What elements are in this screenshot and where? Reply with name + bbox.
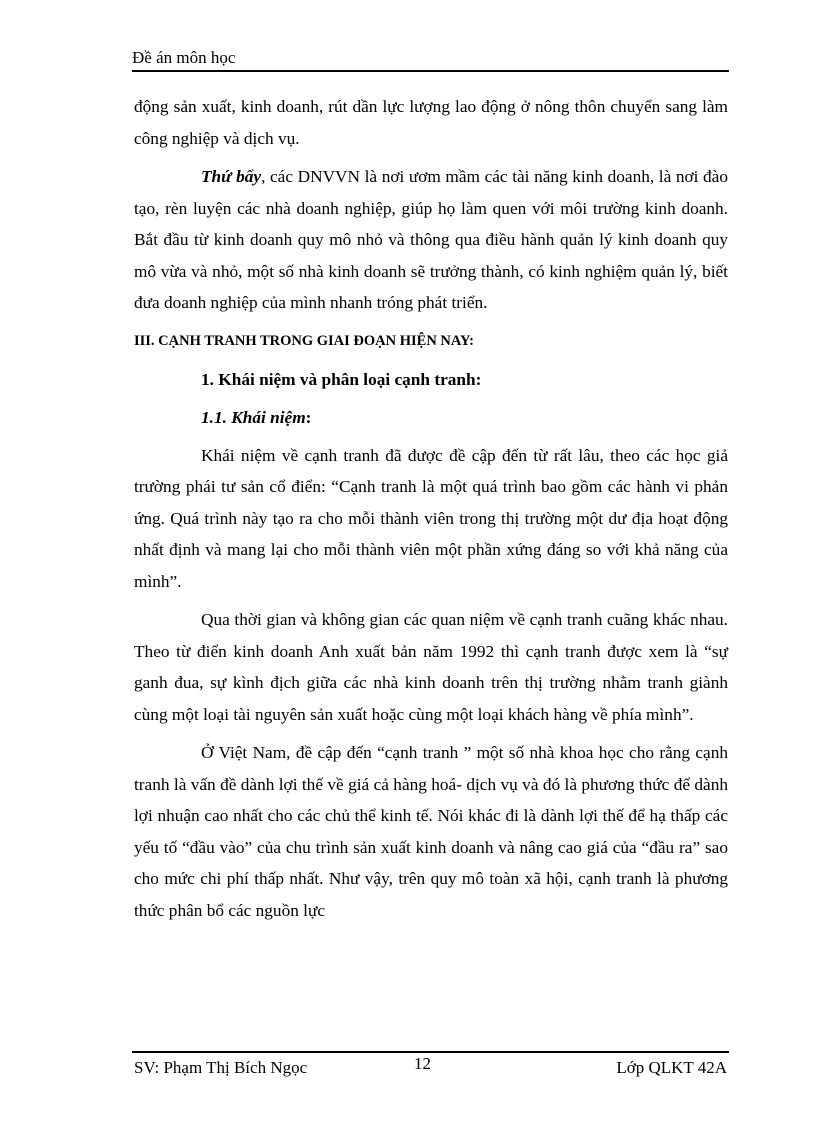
paragraph-vietnam: Ở Việt Nam, đề cập đến “cạnh tranh ” một số nhà khoa học cho rằng cạnh tranh là vấn đề dành lợi thế về giá cả hàng hoá- dịch vụ và đó là phương thức để dành lợi nhuận cao nhất cho các chủ thể kinh tế. Nói khác đi là dành lợi thế để hạ thấp các yếu tố “đầu vào” của chu trình sản xuất kinh doanh và nâng cao giá của “đầu ra” sao cho mức chi phí thấp nhất. Như vậy, trên quy mô toàn xã hội, cạnh tranh là phương thức phân bổ các nguồn lực: [134, 743, 728, 920]
header-title: Đề án môn học: [132, 48, 236, 67]
paragraph-continuation: động sản xuất, kinh doanh, rút dần lực lượng lao động ở nông thôn chuyển sang làm công nghiệp và dịch vụ.: [134, 97, 728, 148]
footer-page-number: 12: [414, 1054, 431, 1073]
section-heading: III. CẠNH TRANH TRONG GIAI ĐOẠN HIỆN NAY:: [134, 332, 475, 349]
subsection-heading: 1. Khái niệm và phân loại cạnh tranh:: [201, 369, 482, 389]
subsubsection-heading-label: 1.1. Khái niệm: [201, 407, 306, 427]
paragraph-text: , các DNVVN là nơi ươm mầm các tài năng kinh doanh, là nơi đào tạo, rèn luyện các nhà doanh nghiệp, giúp họ làm quen với môi trường kinh doanh. Bắt đầu từ kinh doanh quy mô nhỏ và thông qua điều hành quản lý kinh doanh quy mô vừa và nhỏ, một số nhà kinh doanh sẽ trưởng thành, có kinh nghiệm quản lý, biết đưa doanh nghiệp của mình nhanh tróng phát triển.: [134, 167, 728, 312]
paragraph-thu-bay: [134, 161, 728, 319]
page-footer: [132, 1051, 729, 1081]
document-body: [134, 91, 728, 933]
subsubsection-heading: [134, 402, 728, 433]
paragraph-lead-term: Thứ bẩy: [201, 167, 262, 186]
paragraph-time-space: Qua thời gian và không gian các quan niệm về cạnh tranh cuãng khác nhau. Theo từ điển kinh doanh Anh xuất bản năm 1992 thì cạnh tranh được xem là “sự ganh đua, sự kình địch giữa các nhà kinh doanh trên thị trường nhằm tranh giành cùng một loại tài nguyên sản xuất hoặc cùng một loại khách hàng về phía mình”.: [134, 610, 728, 724]
footer-student-name: SV: Phạm Thị Bích Ngọc: [134, 1058, 308, 1077]
footer-class-name: Lớp QLKT 42A: [616, 1058, 727, 1077]
page-header: [132, 48, 729, 72]
subsubsection-heading-colon: :: [305, 407, 312, 427]
paragraph-concept: Khái niệm về cạnh tranh đã được đề cập đến từ rất lâu, theo các học giả trường phái tư sản cổ điển: “Cạnh tranh là một quá trình bao gồm các hành vi phản ứng. Quá trình này tạo ra cho mỗi thành viên trong thị trường một dư địa hoạt động nhất định và mang lại cho mỗi thành viên một phần xứng đáng so với khả năng của mình”.: [134, 445, 728, 591]
